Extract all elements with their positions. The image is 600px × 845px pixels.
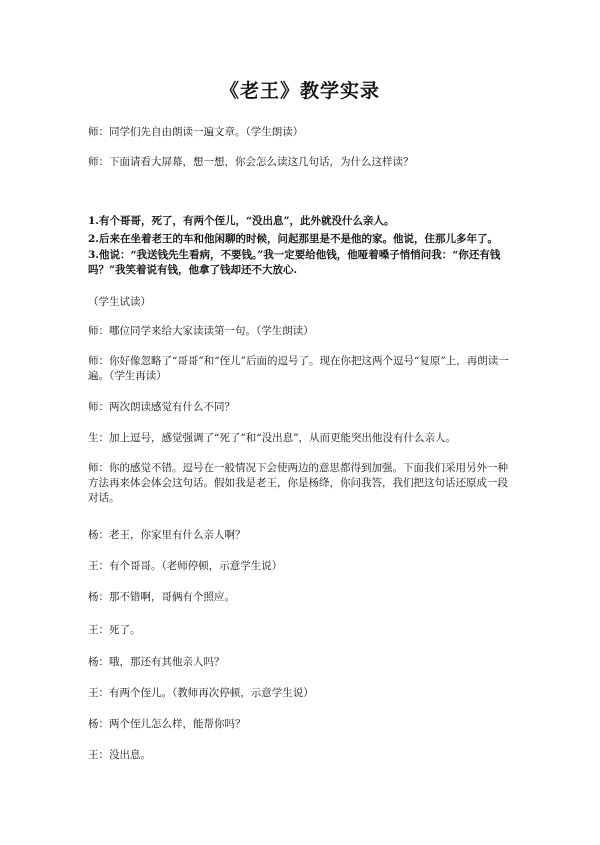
paragraph-5: 师：两次朗读感觉有什么不同？ [88,401,235,413]
dialogue-line-5: 杨：哦，那还有其他亲人吗？ [88,656,225,668]
paragraph-2: 师：下面请看大屏幕，想一想，你会怎么读这几句话，为什么这样读？ [88,156,414,168]
paragraph-1: 师：同学们先自由朗读一遍文章。（学生朗读） [88,126,304,138]
paragraph-3: 师：哪位同学来给大家读读第一句。（学生朗读） [88,325,314,337]
quote-line-3: 3.他说：“我送钱先生看病，不要钱。”我一定要给他钱，他哑着嗓子悄悄问我：“你还有钱吗？”我笑着说有钱，他拿了钱却还不大放心. [88,249,501,276]
paragraph-4: 师：你好像忽略了“哥哥”和“侄儿”后面的逗号了。现在你把这两个逗号“复原”上，再朗读一遍。（学生再读） [88,355,509,382]
paragraph-student-try: （学生试读） [88,296,151,308]
dialogue-line-8: 王：没出息。 [88,749,151,761]
dialogue-line-7: 杨：两个侄儿怎么样，能帮你吗？ [88,718,246,730]
paragraph-7: 师：你的感觉不错。逗号在一般情况下会使两边的意思都得到加强。下面我们采用另外一种方法再来体会体会这句话。假如我是老王，你是杨绛，你问我答，我们把这句话还原成一段对话。 [88,462,508,504]
dialogue-line-6: 王：有两个侄儿。（教师再次停顿，示意学生说） [88,687,314,699]
dialogue-line-4: 王：死了。 [88,624,141,636]
dialogue-line-2: 王：有个哥哥。（老师停顿，示意学生说） [88,560,283,572]
dialogue-line-1: 杨：老王，你家里有什么亲人啊？ [88,529,246,541]
quote-line-1: 1.有个哥哥，死了，有两个侄儿，“没出息”，此外就没什么亲人。 [88,215,395,227]
dialogue-line-3: 杨：那不错啊，哥俩有个照应。 [88,591,235,603]
paragraph-6: 生：加上逗号，感觉强调了“死了”和“没出息”，从而更能突出他没有什么亲人。 [88,432,456,444]
page-title: 《老王》教学实录 [219,80,380,102]
quote-line-2: 2.后来在坐着老王的车和他闲聊的时候，问起那里是不是他的家。他说，住那儿多年了。 [88,233,498,245]
